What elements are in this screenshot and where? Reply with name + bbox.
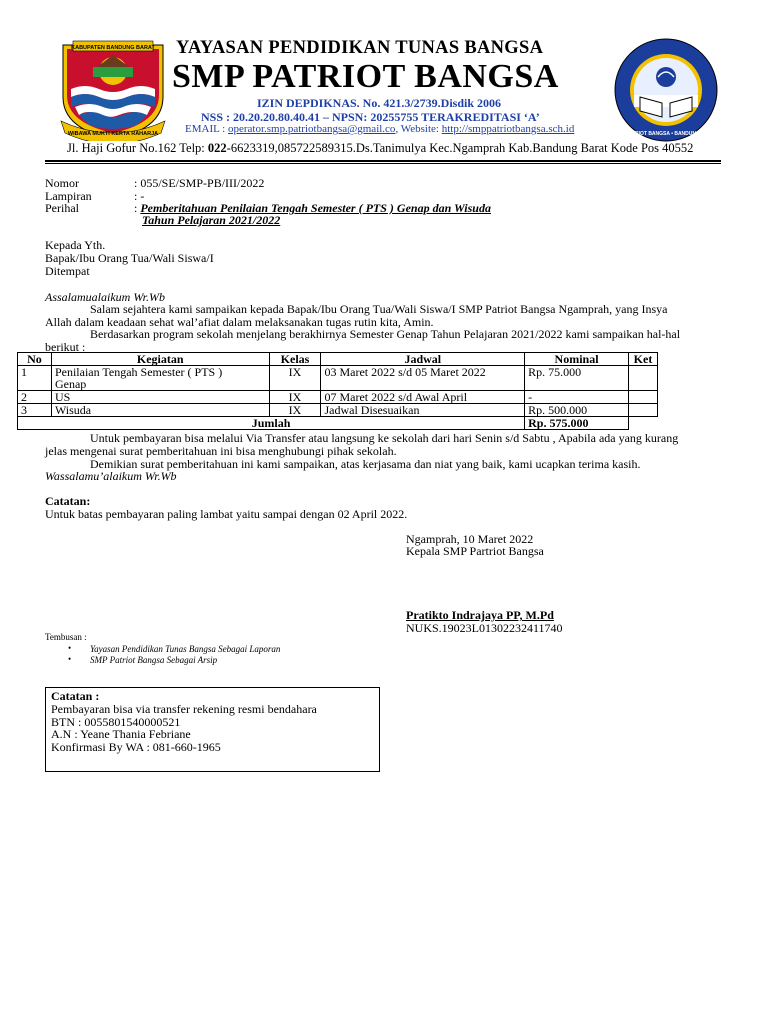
cell-kegiatan-line1: Penilaian Tengah Semester ( PTS ) — [54, 365, 223, 379]
total-empty-cell — [628, 417, 657, 430]
website-label: , Website: — [395, 123, 442, 135]
note-title: Catatan: — [45, 494, 91, 508]
nomor-label: Nomor — [45, 176, 79, 190]
perihal-subject-line1: Pemberitahuan Penilaian Tengah Semester ( PTS ) Genap dan Wisuda — [140, 201, 491, 215]
cell-ket — [628, 404, 657, 417]
table-row — [18, 404, 658, 417]
col-header-ket: Ket — [628, 353, 657, 366]
fee-schedule-table — [17, 352, 658, 430]
nomor-value: : 055/SE/SMP-PB/III/2022 — [134, 176, 265, 190]
cell-kelas: IX — [269, 366, 321, 391]
cell-kegiatan: US — [51, 391, 269, 404]
signer-name: Pratikto Indrajaya PP, M.Pd — [406, 608, 554, 622]
cell-jadwal: Jadwal Disesuaikan — [321, 404, 525, 417]
perihal-colon: : — [134, 201, 141, 215]
paragraph2-line2: berikut : — [45, 340, 86, 354]
regency-crest-logo — [57, 37, 169, 141]
crest-motto-text: WIBAWA MUKTI KERTA RAHARJA — [67, 131, 159, 137]
emblem-ring-text: SMP PATRIOT BANGSA • BANDUNG BARAT — [613, 131, 719, 137]
cell-kelas: IX — [269, 391, 321, 404]
cell-nominal: Rp. 75.000 — [525, 366, 629, 391]
tembusan-bullet-1: • — [68, 643, 72, 653]
school-emblem-logo — [612, 37, 720, 143]
foundation-name: YAYASAN PENDIDIKAN TUNAS BANGSA — [176, 38, 544, 58]
note-text: Untuk batas pembayaran paling lambat yaitu sampai dengan 02 April 2022. — [45, 507, 408, 521]
col-header-nominal: Nominal — [525, 353, 629, 366]
website-link[interactable]: http://smppatriotbangsa.sch.id — [441, 123, 575, 135]
tembusan-item-1: Yayasan Pendidikan Tunas Bangsa Sebagai Laporan — [90, 644, 281, 654]
school-address — [67, 141, 693, 156]
cell-kelas: IX — [269, 404, 321, 417]
address-rest: -6623319,085722589315.Ds.Tanimulya Kec.Ngamprah Kab.Bandung Barat Kode Pos 40552 — [226, 141, 694, 155]
phone-area-code: 022 — [207, 141, 227, 155]
paragraph2-line1: Berdasarkan program sekolah menjelang berakhirnya Semester Genap Tahun Pelajaran 2021/2022 kami sampaikan hal-hal — [90, 327, 681, 341]
email-link[interactable]: operator.smp.patriotbangsa@gmail.co — [227, 123, 396, 135]
col-header-kelas: Kelas — [269, 353, 321, 366]
permit-number: IZIN DEPDIKNAS. No. 421.3/2739.Disdik 2006 — [257, 96, 502, 110]
greeting: Assalamualaikum Wr.Wb — [45, 290, 165, 304]
total-value: Rp. 575.000 — [525, 417, 629, 430]
place-date: Ngamprah, 10 Maret 2022 — [406, 532, 534, 546]
col-header-jadwal: Jadwal — [321, 353, 525, 366]
closing-greeting: Wassalamu’alaikum Wr.Wb — [45, 469, 177, 483]
cell-nominal: Rp. 500.000 — [525, 404, 629, 417]
cell-jadwal: 07 Maret 2022 s/d Awal April — [321, 391, 525, 404]
recipient-line2: Bapak/Ibu Orang Tua/Wali Siswa/I — [45, 251, 214, 265]
cell-no: 3 — [18, 404, 52, 417]
cell-no: 2 — [18, 391, 52, 404]
recipient-line3: Ditempat — [45, 264, 90, 278]
school-name: SMP PATRIOT BANGSA — [172, 58, 559, 95]
tembusan-item-2: SMP Patriot Bangsa Sebagai Arsip — [90, 655, 218, 665]
perihal-subject-line2: Tahun Pelajaran 2021/2022 — [142, 213, 281, 227]
table-row — [18, 366, 658, 391]
header-divider-thin — [45, 163, 721, 164]
total-label: Jumlah — [18, 417, 525, 430]
contact-line — [185, 123, 574, 135]
payment-box-line1: Pembayaran bisa via transfer rekening resmi bendahara — [51, 702, 317, 716]
cell-nominal: - — [525, 391, 629, 404]
table-header-row — [18, 353, 658, 366]
payment-box-account: BTN : 0055801540000521 — [51, 715, 181, 729]
cell-no: 1 — [18, 366, 52, 391]
cell-jadwal: 03 Maret 2022 s/d 05 Maret 2022 — [321, 366, 525, 391]
cell-ket — [628, 391, 657, 404]
paragraph1-line1: Salam sejahtera kami sampaikan kepada Bapak/Ibu Orang Tua/Wali Siswa/I SMP Patriot Bangsa Ngamprah, yang Insya — [90, 302, 668, 316]
cell-kegiatan — [51, 366, 269, 391]
paragraph1-line2: Allah dalam keadaan sehat wal’afiat dalam melaksanakan tugas rutin kita, Amin. — [45, 315, 434, 329]
paragraph3-line2: jelas mengenai surat pemberitahuan ini bisa menghubungi pihak sekolah. — [45, 444, 397, 458]
recipient-line1: Kepada Yth. — [45, 238, 106, 252]
signer-position: Kepala SMP Partriot Bangsa — [406, 544, 544, 558]
paragraph3-line1: Untuk pembayaran bisa melalui Via Transfer atau langsung ke sekolah dari hari Senin s/d Sabtu , Apabila ada yang kurang — [90, 431, 679, 445]
perihal-label: Perihal — [45, 201, 79, 215]
payment-box-account-name: A.N : Yeane Thania Febriane — [51, 727, 191, 741]
paragraph4: Demikian surat pemberitahuan ini kami sampaikan, atas kerjasama dan niat yang baik, kami ucapkan terima kasih. — [90, 457, 641, 471]
tembusan-bullet-2: • — [68, 654, 72, 664]
lampiran-value: : - — [134, 189, 145, 203]
email-label: EMAIL : — [185, 123, 228, 135]
cell-kegiatan: Wisuda — [51, 404, 269, 417]
payment-box-whatsapp: Konfirmasi By WA : 081-660-1965 — [51, 740, 221, 754]
col-header-kegiatan: Kegiatan — [51, 353, 269, 366]
table-total-row — [18, 417, 658, 430]
signer-nuks: NUKS.19023L01302232411740 — [406, 621, 563, 635]
payment-info-box — [45, 687, 380, 772]
crest-top-text: KABUPATEN BANDUNG BARAT — [71, 45, 155, 51]
address-prefix: Jl. Haji Gofur No.162 Telp: — [67, 141, 208, 155]
table-row — [18, 391, 658, 404]
col-header-no: No — [18, 353, 52, 366]
header-divider — [45, 160, 721, 162]
payment-box-title: Catatan : — [51, 689, 100, 703]
cell-kegiatan-line2: Genap — [54, 377, 87, 391]
cell-ket — [628, 366, 657, 391]
nss-npsn-accreditation: NSS : 20.20.20.80.40.41 – NPSN: 20255755 TERAKREDITASI ‘A’ — [201, 110, 540, 124]
tembusan-label: Tembusan : — [45, 632, 87, 642]
lampiran-label: Lampiran — [45, 189, 92, 203]
